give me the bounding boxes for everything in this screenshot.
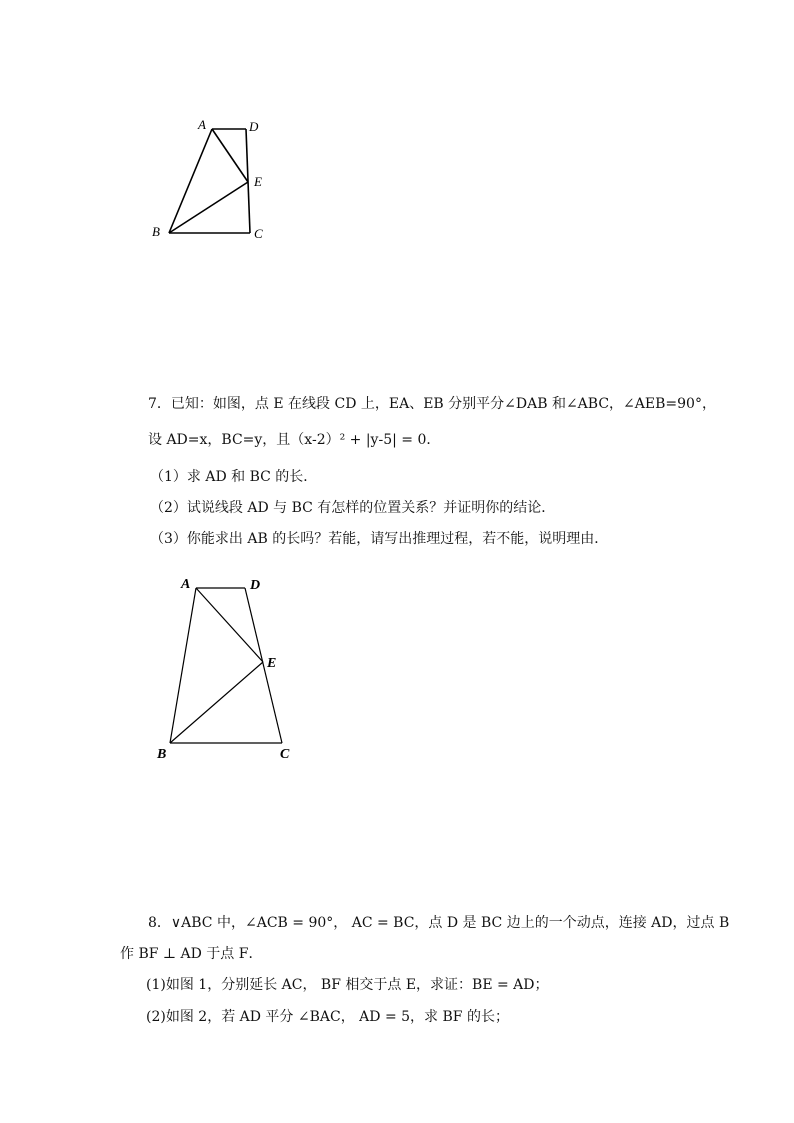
q8-part2: (2)如图 2，若 AD 平分 ∠BAC， AD = 5，求 BF 的长； bbox=[146, 1009, 509, 1025]
vertex-label-A: A bbox=[181, 577, 191, 592]
vertex-label-E: E bbox=[254, 174, 262, 189]
q7-part3: （3）你能求出 AB 的长吗？若能，请写出推理过程，若不能，说明理由． bbox=[150, 531, 609, 547]
segment-AE bbox=[196, 588, 263, 662]
figure-top-trapezoid bbox=[140, 110, 280, 250]
segment-AE bbox=[212, 129, 248, 182]
vertex-label-B: B bbox=[157, 747, 167, 762]
vertex-label-A: A bbox=[198, 117, 206, 132]
q7-statement-line1: 7．已知：如图，点 E 在线段 CD 上，EA、EB 分别平分∠DAB 和∠ABC，∠AEB=90°， bbox=[148, 396, 716, 412]
vertex-label-D: D bbox=[249, 119, 259, 134]
segment-BE bbox=[169, 182, 248, 233]
vertex-label-C: C bbox=[254, 226, 263, 241]
segment-BA bbox=[170, 588, 196, 743]
figure-top-svg bbox=[140, 110, 280, 250]
q7-part1: （1）求 AD 和 BC 的长． bbox=[150, 469, 318, 485]
vertex-label-C: C bbox=[280, 747, 290, 762]
q8-part1: (1)如图 1，分别延长 AC， BF 相交于点 E，求证：BE = AD； bbox=[146, 977, 549, 993]
figure-q7-svg bbox=[150, 570, 310, 770]
vertex-label-B: B bbox=[152, 224, 160, 239]
q7-part2: （2）试说线段 AD 与 BC 有怎样的位置关系？并证明你的结论． bbox=[150, 500, 556, 516]
vertex-label-D: D bbox=[250, 578, 261, 593]
vertex-label-E: E bbox=[267, 656, 277, 671]
q7-statement-line2: 设 AD=x，BC=y，且（x-2）² + |y-5| = 0． bbox=[148, 432, 441, 448]
figure-q7-trapezoid bbox=[150, 570, 310, 770]
segment-BA bbox=[169, 129, 212, 233]
segment-BE bbox=[170, 662, 263, 743]
segment-DC bbox=[245, 588, 282, 743]
q8-statement-line2: 作 BF ⊥ AD 于点 F． bbox=[120, 946, 263, 962]
q8-statement-line1: 8．∨ABC 中，∠ACB = 90°， AC = BC，点 D 是 BC 边上的一个动点，连接 AD，过点 B bbox=[148, 915, 730, 931]
